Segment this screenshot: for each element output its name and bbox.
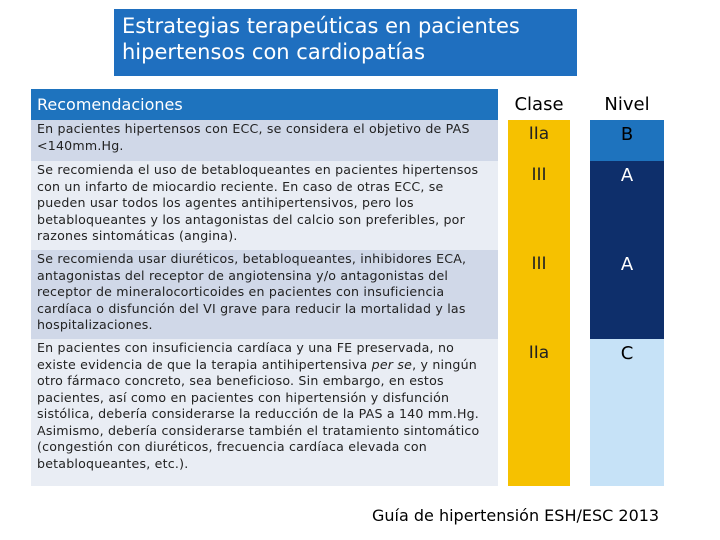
clase-cell: IIa xyxy=(508,120,570,161)
slide-title xyxy=(114,9,577,76)
table-header-row xyxy=(31,89,664,120)
text-italic: per se xyxy=(371,356,413,372)
clase-cell: III xyxy=(508,250,570,339)
clase-cell: III xyxy=(508,161,570,250)
header-gap xyxy=(498,89,508,120)
cell-gap xyxy=(498,161,508,250)
recommendation-text: Se recomienda el uso de betabloqueantes en pacientes hipertensos con un infarto de miocardio reciente. En caso de otras ECC, se pueden usar todos los agentes antihipertensivos, pero los betabloqueantes y los antagonistas del calcio son preferibles, por razones sintomáticas (angina). xyxy=(31,161,498,250)
recommendation-text xyxy=(31,339,498,486)
header-gap xyxy=(570,89,590,120)
clase-cell: IIa xyxy=(508,339,570,486)
text-before: En pacientes con insuficiencia cardíaca y una FE preservada, no existe evidencia de que la terapia antihipertensiva xyxy=(37,340,455,372)
title-line-1: Estrategias terapeúticas en pacientes xyxy=(122,14,520,38)
source-footer: Guía de hipertensión ESH/ESC 2013 xyxy=(372,506,660,525)
header-nivel: Nivel xyxy=(590,89,664,120)
header-recomendaciones: Recomendaciones xyxy=(31,89,498,120)
cell-gap xyxy=(570,250,590,339)
recommendation-text: En pacientes hipertensos con ECC, se considera el objetivo de PAS <140mm.Hg. xyxy=(31,120,498,161)
header-clase: Clase xyxy=(508,89,570,120)
recommendation-text: Se recomienda usar diuréticos, betabloqueantes, inhibidores ECA, antagonistas del receptor de angiotensina y/o antagonistas del receptor de mineralocorticoides en pacientes con insuficiencia cardíaca o disfunción del VI grave para reducir la mortalidad y las hospitalizaciones. xyxy=(31,250,498,339)
cell-gap xyxy=(498,120,508,161)
table-row xyxy=(31,339,664,486)
text-after: , y ningún otro fármaco concreto, sea beneficioso. Sin embargo, en estos pacientes, así como en pacientes con hipertensión y disfunción sistólica, debería considerarse la reducción de la PAS a 140 mm.Hg. Asimismo, debería considerarse también el tratamiento sintomático (congestión con diuréticos, frecuencia cardíaca elevada con betabloqueantes, etc.). xyxy=(37,356,480,471)
table-row xyxy=(31,161,664,250)
table-row xyxy=(31,120,664,161)
cell-gap xyxy=(570,339,590,486)
nivel-cell: A xyxy=(590,250,664,339)
cell-gap xyxy=(498,250,508,339)
title-line-2: hipertensos con cardiopatías xyxy=(122,40,426,64)
table-row xyxy=(31,250,664,339)
cell-gap xyxy=(498,339,508,486)
nivel-cell: A xyxy=(590,161,664,250)
cell-gap xyxy=(570,120,590,161)
cell-gap xyxy=(570,161,590,250)
nivel-cell: C xyxy=(590,339,664,486)
recommendations-table xyxy=(31,89,664,486)
nivel-cell: B xyxy=(590,120,664,161)
